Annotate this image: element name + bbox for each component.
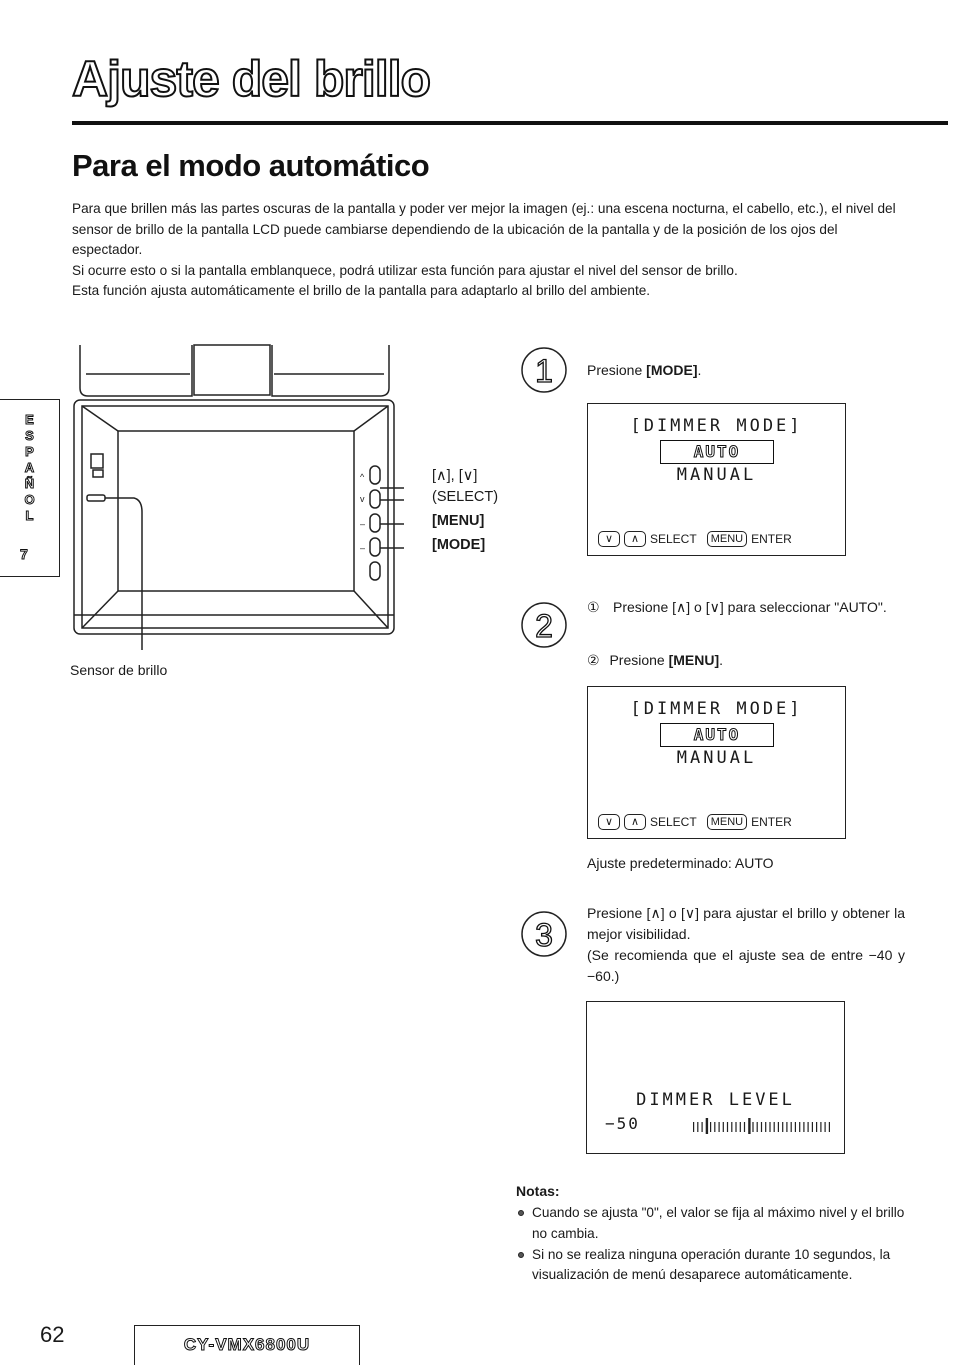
menu-key-icon: MENU bbox=[707, 531, 747, 547]
dimmer-level-screen bbox=[586, 1001, 845, 1154]
step-2-sub-1-text: Presione [∧] o [∨] para seleccionar "AUTO". bbox=[613, 599, 887, 615]
intro-paragraph-2: Si ocurre esto o si la pantalla emblanquece, podrá utilizar esta función para ajustar el nivel del sensor de brillo. bbox=[72, 262, 738, 278]
notes-heading: Notas: bbox=[516, 1183, 560, 1199]
step-2-sub-2-marker: ② bbox=[587, 652, 600, 668]
label-sensor: Sensor de brillo bbox=[70, 662, 168, 678]
intro-paragraph-3: Esta función ajusta automáticamente el brillo de la pantalla para adaptarlo al brillo del ambiente. bbox=[72, 283, 651, 298]
step-3-text-1: Presione [∧] o [∨] para ajustar el brillo y obtener la mejor visibilidad. bbox=[587, 905, 905, 942]
level-tick bbox=[812, 1122, 813, 1132]
intro-paragraph-1: Para que brillen más las partes oscuras de la pantalla y poder ver mejor la imagen (ej.: una escena nocturna, el cabello, etc.), el nivel del sensor de brillo de la pantalla LCD puede cambiarse dependiendo de la ubicación de la pantalla y de la posición de los ojos del espectador. bbox=[72, 201, 896, 257]
level-tick bbox=[795, 1122, 796, 1132]
screen-1-title: [DIMMER MODE] bbox=[630, 416, 803, 436]
language-tab-number: 7 bbox=[20, 546, 28, 562]
svg-text:^: ^ bbox=[360, 472, 365, 482]
level-tick bbox=[782, 1122, 783, 1132]
note-item-1: Cuando se ajusta "0", el valor se fija al máximo nivel y el brillo no cambia. bbox=[516, 1203, 908, 1245]
note-item-2: Si no se realiza ninguna operación durante 10 segundos, la visualización de menú desaparece automáticamente. bbox=[516, 1245, 908, 1287]
step-3-marker bbox=[519, 909, 569, 959]
section-title: Para el modo automático bbox=[72, 148, 430, 183]
dimmer-mode-screen-2 bbox=[587, 686, 846, 839]
down-key-icon: ∨ bbox=[598, 814, 620, 830]
monitor-illustration bbox=[64, 340, 404, 650]
label-mode: [MODE] bbox=[432, 537, 486, 553]
level-tick bbox=[765, 1122, 766, 1132]
level-tick bbox=[803, 1122, 804, 1132]
step-2-sub-2-prefix: Presione bbox=[609, 652, 669, 668]
svg-text:v: v bbox=[360, 494, 365, 504]
svg-text:–: – bbox=[360, 543, 366, 553]
level-tick bbox=[731, 1122, 732, 1132]
screen-1-select-label: SELECT bbox=[650, 532, 697, 546]
screen-1-auto-option: AUTO bbox=[660, 440, 774, 464]
level-tick bbox=[706, 1118, 708, 1134]
step-2-marker bbox=[519, 600, 569, 650]
screen-1-enter-label: ENTER bbox=[751, 532, 792, 546]
step-2-sub-1-marker: ① bbox=[587, 599, 600, 615]
level-tick bbox=[791, 1122, 792, 1132]
label-select: (SELECT) bbox=[432, 489, 499, 505]
level-tick bbox=[808, 1122, 809, 1132]
step-3-number: 3 bbox=[535, 917, 553, 953]
screen-2-select-label: SELECT bbox=[650, 815, 697, 829]
page-number: 62 bbox=[40, 1322, 65, 1347]
level-tick bbox=[719, 1122, 720, 1132]
step-2-sub-1 bbox=[587, 597, 907, 618]
page-title: Ajuste del brillo bbox=[72, 51, 431, 107]
intro-text bbox=[72, 199, 907, 302]
step-3-text-2: (Se recomienda que el ajuste sea de entre −40 y −60.) bbox=[587, 947, 905, 984]
svg-text:–: – bbox=[360, 519, 366, 529]
level-tick bbox=[799, 1122, 800, 1132]
down-key-icon: ∨ bbox=[598, 531, 620, 547]
level-tick bbox=[829, 1122, 830, 1132]
dimmer-level-bar bbox=[693, 1116, 833, 1138]
title-rule bbox=[72, 121, 948, 125]
language-tab bbox=[0, 399, 60, 577]
step-2-sub-2-key: [MENU] bbox=[668, 652, 720, 668]
screen-3-title: DIMMER LEVEL bbox=[636, 1090, 795, 1110]
level-tick bbox=[697, 1122, 698, 1132]
step-2-sub-2-suffix: . bbox=[719, 652, 724, 668]
step-1-number: 1 bbox=[535, 353, 553, 389]
dimmer-mode-screen-1 bbox=[587, 403, 846, 556]
dimmer-level-value: −50 bbox=[605, 1114, 640, 1133]
level-tick bbox=[816, 1122, 817, 1132]
level-tick bbox=[693, 1122, 694, 1132]
step-1-text bbox=[587, 360, 701, 381]
screen-2-manual-option: MANUAL bbox=[676, 748, 757, 768]
screen-1-footer bbox=[598, 531, 792, 547]
level-tick bbox=[744, 1122, 745, 1132]
level-tick bbox=[723, 1122, 724, 1132]
step-1-key: [MODE] bbox=[646, 362, 698, 378]
step-1-marker bbox=[519, 345, 569, 395]
step-1-suffix: . bbox=[697, 362, 702, 378]
step-2-number: 2 bbox=[535, 608, 553, 644]
screen-1-manual-option: MANUAL bbox=[676, 465, 757, 485]
model-name: CY-VMX6800U bbox=[183, 1335, 311, 1354]
screen-2-auto-option: AUTO bbox=[660, 723, 774, 747]
up-key-icon: ∧ bbox=[624, 531, 646, 547]
level-tick bbox=[740, 1122, 741, 1132]
level-tick bbox=[735, 1122, 736, 1132]
level-tick bbox=[820, 1122, 821, 1132]
default-setting-note: Ajuste predeterminado: AUTO bbox=[587, 855, 774, 871]
level-tick bbox=[786, 1122, 787, 1132]
step-2-sub-2 bbox=[587, 650, 723, 671]
level-tick bbox=[727, 1122, 728, 1132]
level-tick bbox=[825, 1122, 826, 1132]
menu-key-icon: MENU bbox=[707, 814, 747, 830]
level-tick bbox=[752, 1122, 753, 1132]
up-key-icon: ∧ bbox=[624, 814, 646, 830]
level-tick bbox=[757, 1122, 758, 1132]
language-tab-text: ESPAÑOL bbox=[22, 412, 37, 524]
level-tick bbox=[761, 1122, 762, 1132]
level-tick bbox=[774, 1122, 775, 1132]
screen-2-enter-label: ENTER bbox=[751, 815, 792, 829]
model-box bbox=[134, 1325, 360, 1365]
screen-2-footer bbox=[598, 814, 792, 830]
step-3-text bbox=[587, 903, 905, 987]
label-menu: [MENU] bbox=[432, 513, 485, 529]
level-tick bbox=[769, 1122, 770, 1132]
level-indicator bbox=[748, 1118, 750, 1134]
notes-list bbox=[516, 1203, 908, 1286]
level-tick bbox=[714, 1122, 715, 1132]
step-1-prefix: Presione bbox=[587, 362, 647, 378]
level-tick bbox=[710, 1122, 711, 1132]
label-up-down: [∧], [∨] bbox=[432, 468, 478, 484]
level-tick bbox=[702, 1122, 703, 1132]
screen-2-title: [DIMMER MODE] bbox=[630, 699, 803, 719]
level-tick bbox=[778, 1122, 779, 1132]
